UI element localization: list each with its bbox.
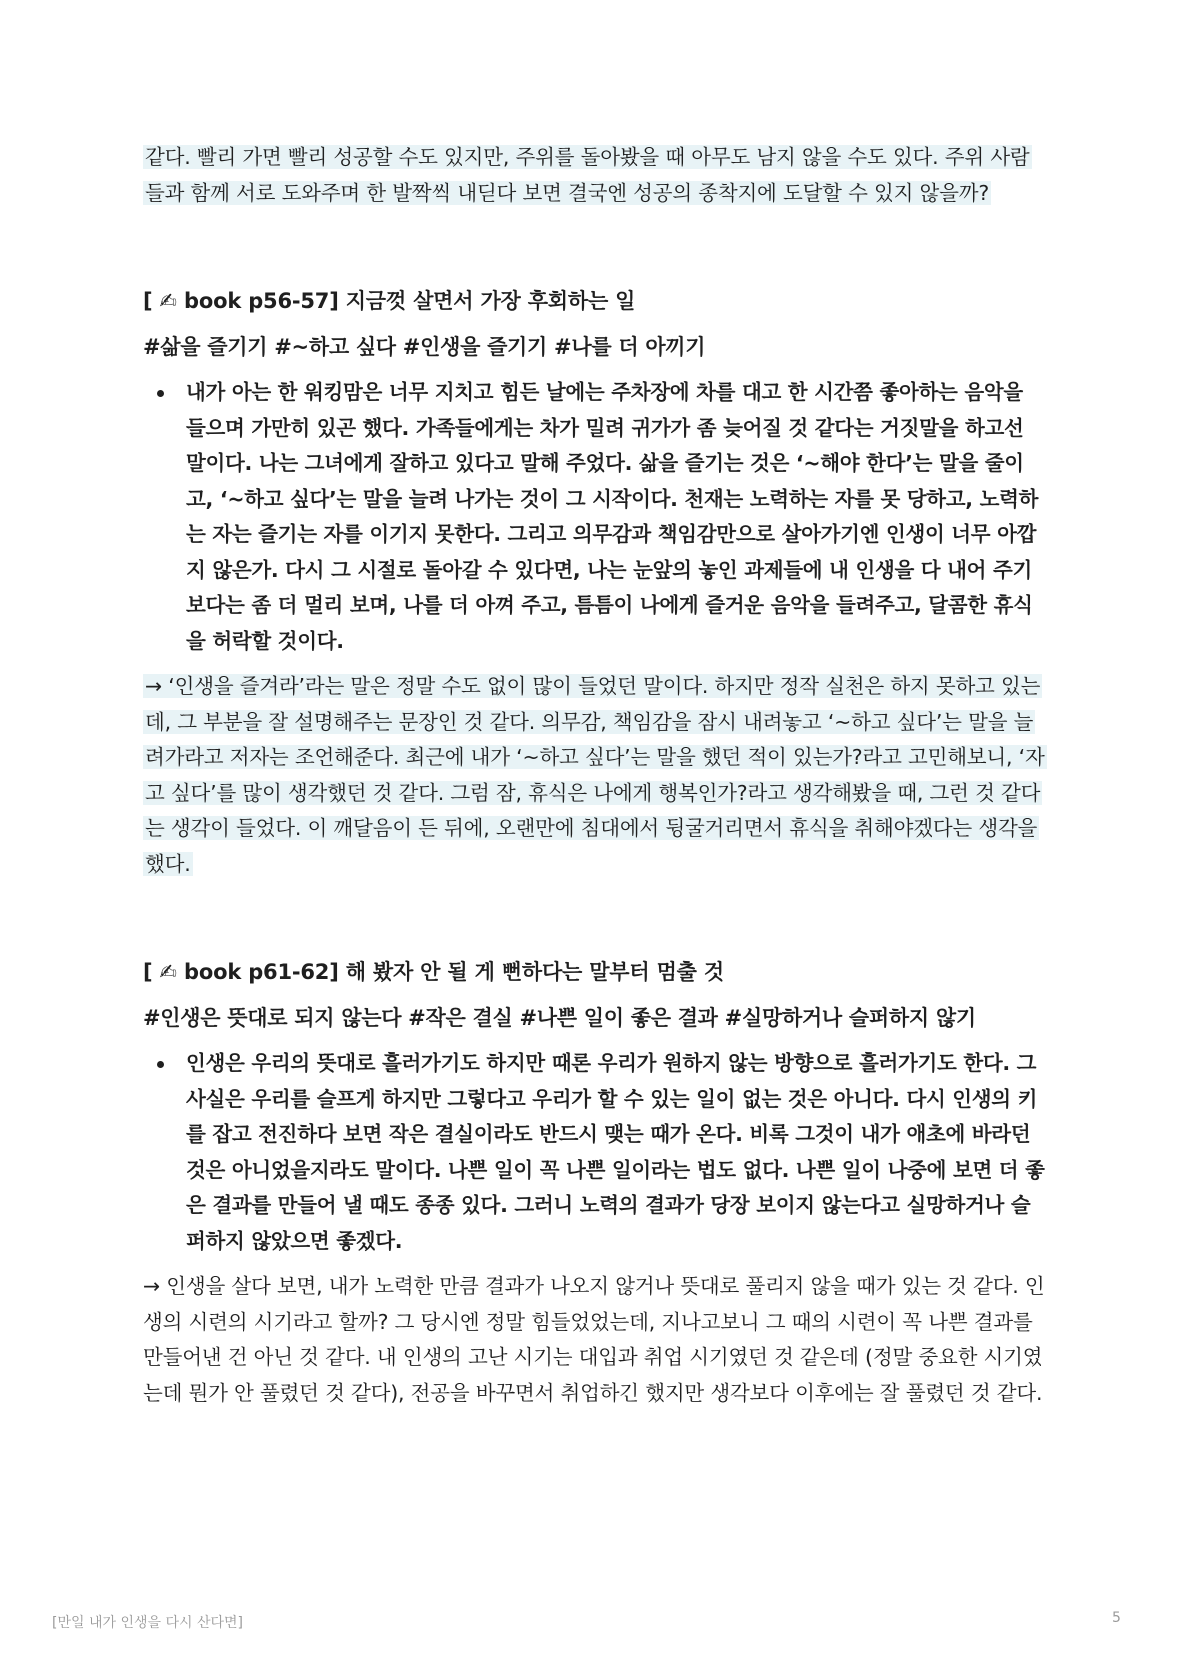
- reflection-1: [143, 669, 1048, 882]
- title-bracket: [: [143, 960, 160, 984]
- hashtags-1: #삶을 즐기기 #~하고 싶다 #인생을 즐기기 #나를 더 아끼기: [143, 335, 706, 359]
- page-content: [143, 140, 1048, 1411]
- writing-hand-icon: ✍: [159, 289, 177, 313]
- section-title-1: [143, 283, 1048, 319]
- reflection-highlight: → ‘인생을 즐겨라’라는 말은 정말 수도 없이 많이 들었던 말이다. 하지만 정작 실천은 하지 못하고 있는데, 그 부분을 잘 설명해주는 문장인 것 같다. 의무감, 책임감을 잠시 내려놓고 ‘~하고 싶다’는 말을 늘려가라고 저자는 조언해준다. 최근에 내가 ‘~하고 싶다’는 말을 했던 적이 있는가?라고 고민해보니, ‘자고 싶다’를 많이 생각했던 것 같다. 그럼 잠, 휴식은 나에게 행복인가?라고 생각해봤을 때, 그런 것 같다는 생각이 들었다. 이 깨달음이 든 뒤에, 오랜만에 침대에서 뒹굴거리면서 휴식을 취해야겠다는 생각을 했다.: [145, 674, 1045, 876]
- intro-highlight: 같다. 빨리 가면 빨리 성공할 수도 있지만, 주위를 돌아봤을 때 아무도 남지 않을 수도 있다. 주위 사람들과 함께 서로 도와주며 한 발짝씩 내딛다 보면 결국엔 성공의 종착지에 도달할 수 있지 않을까?: [145, 145, 1030, 205]
- book-quote-2: [143, 1046, 1048, 1259]
- bullet-icon: [157, 1061, 164, 1068]
- writing-hand-icon: ✍: [159, 960, 177, 984]
- book-quote-1: [143, 375, 1048, 659]
- book-quote-text: 인생은 우리의 뜻대로 흘러가기도 하지만 때론 우리가 원하지 않는 방향으로 흘러가기도 한다. 그 사실은 우리를 슬프게 하지만 그렇다고 우리가 할 수 있는 일이 없는 것은 아니다. 다시 인생의 키를 잡고 전진하다 보면 작은 결실이라도 반드시 맺는 때가 온다. 비록 그것이 내가 애초에 바라던 것은 아니었을지라도 말이다. 나쁜 일이 꼭 나쁜 일이라는 법도 없다. 나쁜 일이 나중에 보면 더 좋은 결과를 만들어 낼 때도 종종 있다. 그러니 노력의 결과가 당장 보이지 않는다고 실망하거나 슬퍼하지 않았으면 좋겠다.: [186, 1051, 1045, 1253]
- book-quote-text: 내가 아는 한 워킹맘은 너무 지치고 힘든 날에는 주차장에 차를 대고 한 시간쯤 좋아하는 음악을 들으며 가만히 있곤 했다. 가족들에게는 차가 밀려 귀가가 좀 늦어질 것 같다는 거짓말을 하고선 말이다. 나는 그녀에게 잘하고 있다고 말해 주었다. 삶을 즐기는 것은 ‘~해야 한다’는 말을 줄이고, ‘~하고 싶다’는 말을 늘려 나가는 것이 그 시작이다. 천재는 노력하는 자를 못 당하고, 노력하는 자는 즐기는 자를 이기지 못한다. 그리고 의무감과 책임감만으로 살아가기엔 인생이 너무 아깝지 않은가. 다시 그 시절로 돌아갈 수 있다면, 나는 눈앞의 놓인 과제들에 내 인생을 다 내어 주기보다는 좀 더 멀리 보며, 나를 더 아껴 주고, 틈틈이 나에게 즐거운 음악을 들려주고, 달콤한 휴식을 허락할 것이다.: [186, 380, 1039, 653]
- hashtags-2: #인생은 뜻대로 되지 않는다 #작은 결실 #나쁜 일이 좋은 결과 #실망하거나 슬퍼하지 않기: [143, 1006, 976, 1030]
- section-title-2: [143, 954, 1048, 990]
- quote-list-1: [143, 375, 1048, 659]
- intro-paragraph: [143, 140, 1048, 211]
- bullet-icon: [157, 390, 164, 397]
- footer-book-title: [만일 내가 인생을 다시 산다면]: [52, 1615, 244, 1631]
- reflection-2: → 인생을 살다 보면, 내가 노력한 만큼 결과가 나오지 않거나 뜻대로 풀리지 않을 때가 있는 것 같다. 인생의 시련의 시기라고 할까? 그 당시엔 정말 힘들었었는데, 지나고보니 그 때의 시련이 꼭 나쁜 결과를 만들어낸 건 아닌 것 같다. 내 인생의 고난 시기는 대입과 취업 시기였던 것 같은데 (정말 중요한 시기였는데 뭔가 안 풀렸던 것 같다), 전공을 바꾸면서 취업하긴 했지만 생각보다 이후에는 잘 풀렸던 것 같다.: [143, 1274, 1045, 1405]
- title-bracket: [: [143, 289, 160, 313]
- section-title-text: book p56-57] 지금껏 살면서 가장 후회하는 일: [176, 289, 636, 313]
- page-number: 5: [1112, 1610, 1121, 1626]
- quote-list-2: [143, 1046, 1048, 1259]
- section-title-text: book p61-62] 해 봤자 안 될 게 뻔하다는 말부터 멈출 것: [176, 960, 724, 984]
